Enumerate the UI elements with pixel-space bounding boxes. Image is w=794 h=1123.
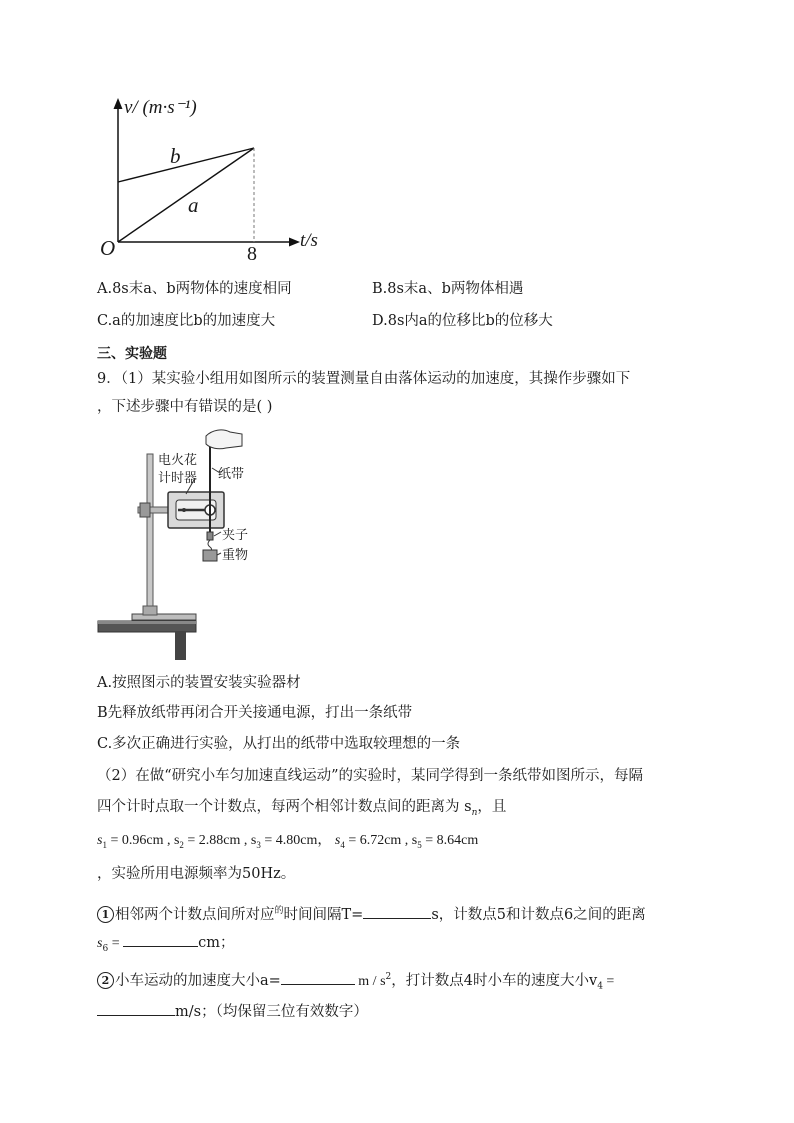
weight-block bbox=[203, 550, 217, 561]
answer-blank-s6[interactable] bbox=[123, 932, 198, 947]
label-tape: 纸带 bbox=[218, 467, 245, 482]
line-b bbox=[118, 148, 254, 182]
q9-option-c: C.多次正确进行实验，从打出的纸带中选取较理想的一条 bbox=[97, 736, 461, 752]
q8-option-a: A.8s末a、b两物体的速度相同 bbox=[97, 281, 292, 297]
stand-base bbox=[132, 614, 196, 620]
q9-sub1-line1: 1 相邻两个计数点间所对应$^的$时间间隔T= s，计数点5和计数点6之间的距离 bbox=[97, 901, 646, 925]
q9-sub2-line2: m/s；（均保留三位有效数字） bbox=[97, 1001, 368, 1022]
q9-part2-line2: 四个计时点取一个计数点，每两个相邻计数点间的距离为 $s_n$，且 bbox=[97, 799, 507, 818]
clip bbox=[207, 532, 213, 540]
y-axis-arrow bbox=[114, 98, 123, 109]
label-timer-2: 计时器 bbox=[158, 471, 198, 486]
q9-option-b: B先释放纸带再闭合开关接通电源，打出一条纸带 bbox=[97, 705, 413, 721]
stand-foot bbox=[143, 606, 157, 615]
origin-label: O bbox=[100, 236, 116, 260]
line-b-label: b bbox=[170, 144, 181, 168]
clamp-knob bbox=[140, 503, 150, 517]
circled-number-1: 1 bbox=[97, 906, 114, 923]
q9-freq-line: ，实验所用电源频率为50Hz。 bbox=[97, 866, 296, 882]
answer-blank-v4[interactable] bbox=[97, 1001, 175, 1016]
table-top-highlight bbox=[98, 621, 196, 624]
q8-option-c: C.a的加速度比b的加速度大 bbox=[97, 313, 276, 329]
x-axis-arrow bbox=[289, 238, 300, 247]
q9-part1-line2: ，下述步骤中有错误的是( ) bbox=[97, 399, 273, 415]
x-axis-label: t/s bbox=[300, 230, 318, 251]
y-axis-label: v/ (m·s⁻¹) bbox=[124, 97, 197, 118]
q9-sub2-line1: 2 小车运动的加速度大小$a= m / s^2$，打计数点4时小车的速度大小$v_4$ = bbox=[97, 967, 614, 997]
label-timer: 电火花 bbox=[158, 453, 198, 468]
hand bbox=[206, 430, 242, 449]
q9-data-line: $s_1 = 0.96cm$ , $s_2 = 2.88cm$ , $s_3 = 4.80cm$， $s_4 = 6.72cm$ , $s_5 = 8.64cm$ bbox=[97, 833, 479, 850]
section-title: 三、实验题 bbox=[97, 346, 167, 362]
q8-option-d: D.8s内a的位移比b的位移大 bbox=[372, 313, 553, 329]
line-a-label: a bbox=[188, 193, 199, 217]
label-weight: 重物 bbox=[222, 548, 249, 563]
q8-option-b: B.8s末a、b两物体相遇 bbox=[372, 281, 524, 297]
stand-pole bbox=[147, 454, 153, 614]
answer-blank-a[interactable] bbox=[281, 970, 355, 985]
line-a bbox=[118, 148, 254, 242]
q9-sub1-line2: $s_6$ = cm； bbox=[97, 932, 234, 959]
circled-number-2: 2 bbox=[97, 972, 114, 989]
answer-blank-T[interactable] bbox=[363, 904, 431, 919]
label-clip: 夹子 bbox=[222, 528, 249, 543]
table-leg bbox=[175, 632, 186, 660]
x-tick-label: 8 bbox=[247, 243, 257, 265]
q9-option-a: A.按照图示的装置安装实验器材 bbox=[97, 675, 301, 691]
q9-part2-line1: （2）在做“研究小车匀加速直线运动”的实验时，某同学得到一条纸带如图所示，每隔 bbox=[97, 768, 644, 784]
q9-part1-line1: 9．（1）某实验小组用如图所示的装置测量自由落体运动的加速度，其操作步骤如下 bbox=[97, 371, 631, 387]
